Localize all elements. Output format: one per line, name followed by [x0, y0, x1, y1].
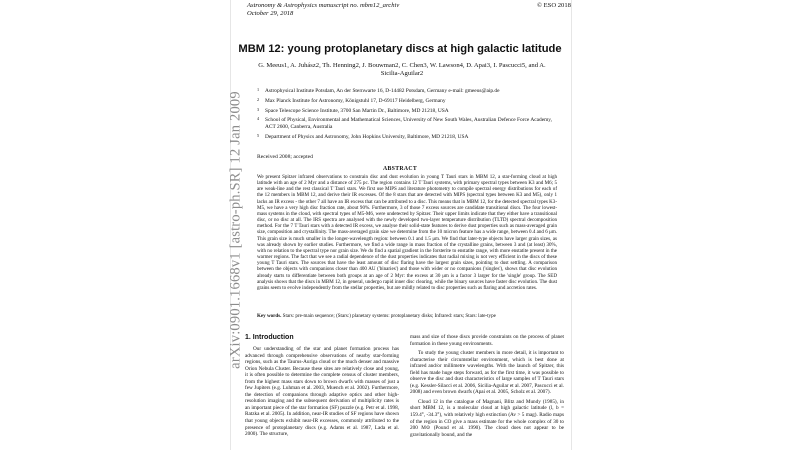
affiliation-text: School of Physical, Environmental and Mathematical Sciences, University of New South Wales, Australian Defence Force Academy, ACT 2600, Canberra, Australia [265, 117, 552, 130]
affiliation-number: 4 [257, 116, 260, 122]
affiliation-text: Department of Physics and Astronomy, John Hopkins University, Baltimore, MD 21218, USA [265, 133, 469, 140]
affiliation-3 [257, 108, 562, 115]
intro-paragraph-1: Our understanding of the star and planet formation process has advanced through comprehensive observations of nearby star-forming regions, such as the Taurus-Auriga cloud or the much denser and massive Orion Nebula Cluster. Because these sites are relatively close and young, it is often possible to determine the complete census of cluster members, from the highest mass stars down to brown dwarfs with masses of just a few Jupiters (e.g. Luhman et al. 2003, Muench et al. 2002). Furthermore, the detection of companions through adaptive optics and other high-resolution imaging and the subsequent derivation of multiplicity rates is an important piece of the star formation (SF) puzzle (e.g. Petr et al. 1998, Ratzka et al. 2005). In addition, near-IR studies of SF regions have shown that young objects exhibit near-IR excesses, commonly attributed to the presence of protoplanetary discs (e.g. Adams et al. 1987, Lada et al. 2000). The structure, [245, 346, 399, 438]
affiliation-4 [257, 117, 562, 130]
intro-paragraph-3: Cloud 12 in the catalogue of Magnani, Blitz and Mundy (1985), in short MBM 12, is a molecular cloud at high galactic latitude (l, b = 159.4°, -34.3°), with relatively high extinction (Av > 5 mag). Radio maps of the region in CO give a mass estimate for the whole complex of 30 to 200 M⊙ (Pound et al. 1990). The cloud does not appear to be gravitationally bound, and the [410, 398, 564, 438]
arxiv-stamp[interactable]: arXiv:0901.1668v1 [astro-ph.SR] 12 Jan 2009 [227, 91, 244, 369]
affiliation-text: Space Telescope Science Institute, 3700 San Martin Dr., Baltimore, MD 21218, USA [265, 107, 449, 114]
copyright: © ESO 2018 [537, 2, 571, 9]
keywords-text: Stars: pre-main sequence; (Stars:) planetary systems: protoplanetary disks; Infrared: stars; Stars: late-type [282, 313, 496, 319]
keywords-line [257, 313, 557, 319]
affiliation-list [257, 88, 562, 144]
author-list: G. Meeus1, A. Juhász2, Th. Henning2, J. Bouwman2, C. Chen3, W. Lawson4, D. Apai3, I. Pascucci5, and A. Sicilia-Aguilar2 [258, 62, 546, 78]
abstract-heading: ABSTRACT [383, 166, 417, 172]
intro-paragraph-cont: mass and size of those discs provide constraints on the process of planet formation in these young environments. [410, 334, 564, 347]
affiliation-number: 3 [257, 106, 260, 112]
affiliation-number: 2 [257, 96, 260, 102]
affiliation-2 [257, 98, 562, 105]
abstract-text: We present Spitzer infrared observations to constrain disc and dust evolution in young T Tauri stars in MBM 12, a star-forming cloud at high latitude with an age of 2 Myr and a distance of 275 pc. The region contains 12 T Tauri systems, with primary spectral types between K3 and M6; 5 are weak-line and the rest classical T Tauri stars. We first use MIPS and literature photometry to compile spectral energy distributions for each of the 12 members in MBM 12, and derive their IR excesses. Of the 8 stars that are detected with MIPS (spectral types between K3 and M5), only 1 lacks an IR excess - the other 7 all have an IR excess that can be attributed to a disc. This means that in MBM 12, for the detected spectral types K3-M5, we have a very high disc fraction rate, about 90%. Furthermore, 3 of those 7 excess sources are candidate transitional discs. The four lowest-mass systems in the cloud, with spectral types of M5-M6, were undetected by Spitzer. Their upper limits indicate that they either have a transitional disc, or no disc at all. The IRS spectra are analysed with the newly developed two-layer temperature distribution (TLTD) spectral decomposition method. For the 7 T Tauri stars with a detected IR excess, we analyse their solid-state features to derive dust properties such as mass-averaged grain size, composition and crystallinity. The mass-averaged grain size we determine from the 10 micron feature has a wide range, between 0.4 and 6 μm. This grain size is much smaller in the longer-wavelength region: between 0.1 and 1.5 μm. We find that later-type objects have larger grain sizes, as was already shown by earlier studies. Furthermore, we find a wide range in mass fraction of the crystalline grains, between 3 and (at least) 30%, with no relation to the spectral type nor grain size. We do find a spatial gradient in the forsterite to enstatite range, with more enstatite present in the warmer regions. The fact that we see a radial dependence of the dust properties indicates that radial mixing is not very efficient in the discs of these young T Tauri stars. The sources that have the least amount of disc flaring have the largest grain sizes, pointing to dust settling. A comparison between the objects with companions closer than 400 AU ('binaries') and those with wider or no companions ('singles'), shows that disc evolution already starts to differentiate between both groups at an age of 2 Myr: the excess at 30 μm is a factor 3 larger for the 'single' group. The SED analysis shows that the discs in MBM 12, in general, undergo rapid inner disc clearing, while the binary sources have faster disc evolution. The dust grains seem to evolve independently from the stellar properties, but are mildly related to disc properties such as flaring and accretion rates. [257, 174, 557, 291]
journal-line: Astronomy & Astrophysics manuscript no. mbm12_archiv [247, 2, 400, 9]
column-right [410, 334, 564, 438]
affiliation-5 [257, 134, 562, 141]
running-header [247, 2, 571, 18]
affiliation-text: Astrophysical Institute Potsdam, An der Sternwarte 16, D-14482 Potsdam, Germany e-mail: gmeeus@aip.de [265, 88, 500, 94]
date-line: October 29, 2018 [247, 10, 294, 17]
column-left [245, 346, 399, 438]
section-heading: 1. Introduction [245, 334, 294, 341]
affiliation-text: Max Planck Institute for Astronomy, Königstuhl 17, D-69117 Heidelberg, Germany [265, 97, 446, 104]
affiliation-number: 5 [257, 132, 260, 138]
affiliation-1 [257, 88, 562, 95]
keywords-label: Key words. [257, 313, 282, 319]
paper-title: MBM 12: young protoplanetary discs at high galactic latitude [238, 43, 562, 55]
affiliation-number: 1 [257, 87, 260, 92]
received-line: Received 2008; accepted [257, 154, 313, 160]
intro-paragraph-2: To study the young cluster members in more detail, it is important to characterise their circumstellar environment, which is best done at infrared and/or millimetre wavelengths. With the launch of Spitzer, this field has made huge steps forward, as for the first time, it was possible to observe the disc and dust characteristics of large samples of T Tauri stars (e.g. Kessler-Silacci et al. 2006, Sicilia-Aguilar et al. 2007, Pascucci et al. 2008) and even brown dwarfs (Apai et al. 2005, Scholz et al. 2007). [410, 350, 564, 396]
